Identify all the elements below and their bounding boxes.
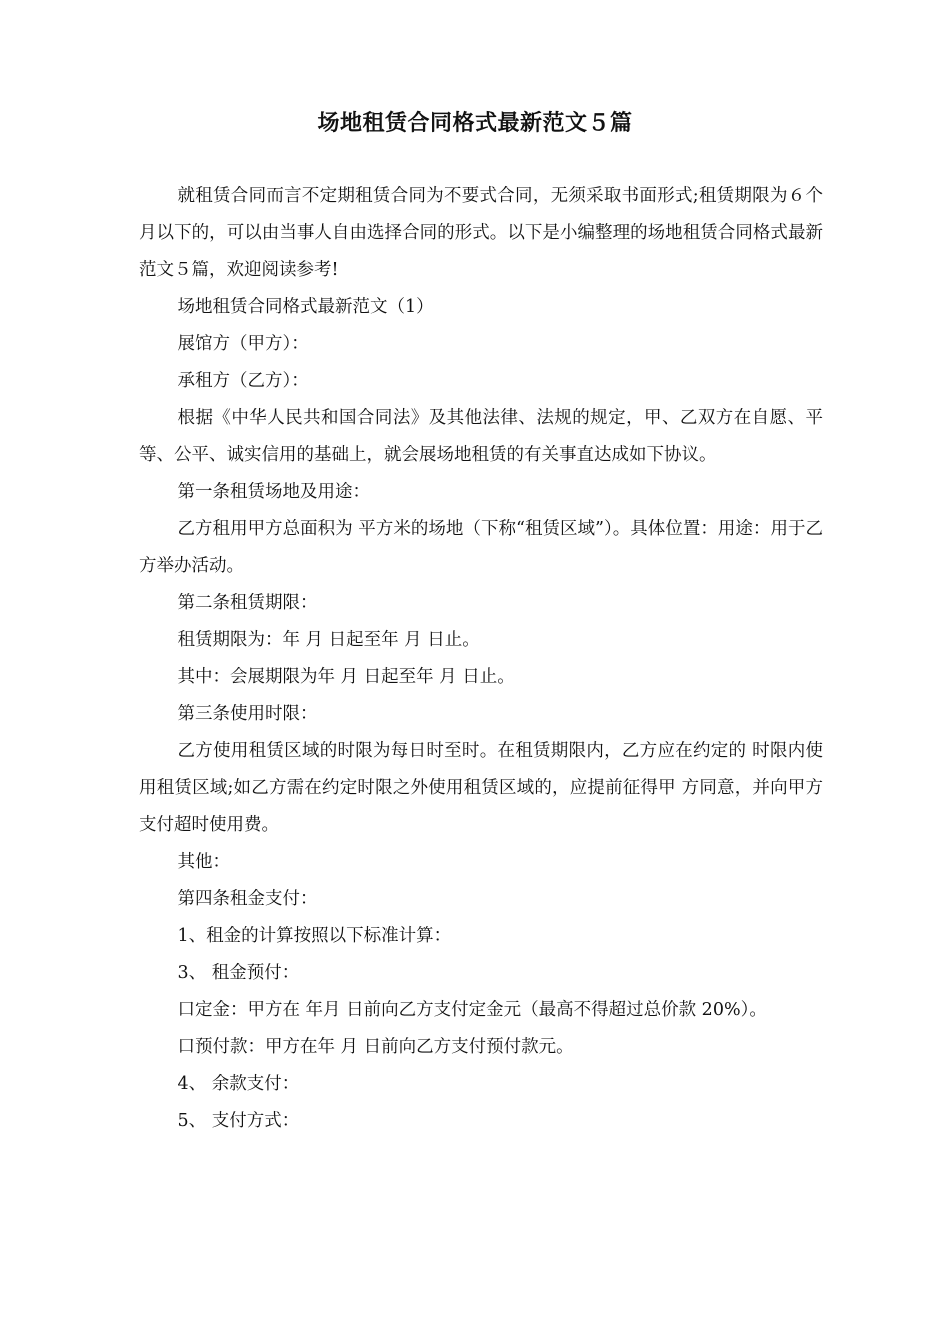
paragraph-rent-calculation: 1、租金的计算按照以下标准计算： bbox=[177, 926, 452, 946]
paragraph-balance-payment: 4、 余款支付： bbox=[177, 1074, 300, 1094]
paragraph-legal-basis: 根据《中华人民共和国合同法》及其他法律、法规的规定，甲、乙双方在自愿、平等、公平、诚实信用的基础上，就会展场地租赁的有关事直达成如下协议。 bbox=[139, 408, 823, 465]
document-body bbox=[139, 178, 823, 1140]
paragraph-payment-method: 5、 支付方式： bbox=[177, 1111, 300, 1131]
paragraph-deposit: 口定金：甲方在 年月 日前向乙方支付定金元（最高不得超过总价款 20%）。 bbox=[177, 1000, 767, 1020]
paragraph-exhibition-term: 其中：会展期限为年 月 日起至年 月 日止。 bbox=[177, 667, 515, 687]
paragraph-advance-payment: 口预付款：甲方在年 月 日前向乙方支付预付款元。 bbox=[177, 1037, 574, 1057]
paragraph-section-heading: 场地租赁合同格式最新范文（1） bbox=[177, 297, 434, 317]
paragraph-lease-term: 租赁期限为：年 月 日起至年 月 日止。 bbox=[177, 630, 480, 650]
paragraph-article-3: 第三条使用时限： bbox=[177, 704, 318, 724]
paragraph-party-b: 承租方（乙方）： bbox=[177, 371, 309, 391]
document-title: 场地租赁合同格式最新范文５篇 bbox=[317, 111, 633, 136]
paragraph-article-1-content: 乙方租用甲方总面积为 平方米的场地（下称“租赁区域”）。具体位置：用途：用于乙方举办活动。 bbox=[139, 519, 823, 576]
paragraph-article-1: 第一条租赁场地及用途： bbox=[177, 482, 370, 502]
paragraph-rent-prepay: 3、 租金预付： bbox=[177, 963, 300, 983]
paragraph-party-a: 展馆方（甲方）： bbox=[177, 334, 309, 354]
paragraph-article-3-content: 乙方使用租赁区域的时限为每日时至时。在租赁期限内，乙方应在约定的 时限内使用租赁区域;如乙方需在约定时限之外使用租赁区域的，应提前征得甲 方同意，并向甲方支付超时使用费。 bbox=[139, 741, 823, 835]
paragraph-intro: 就租赁合同而言不定期租赁合同为不要式合同，无须采取书面形式;租赁期限为６个月以下的，可以由当事人自由选择合同的形式。以下是小编整理的场地租赁合同格式最新范文５篇，欢迎阅读参考! bbox=[139, 186, 823, 280]
paragraph-article-4: 第四条租金支付： bbox=[177, 889, 318, 909]
paragraph-other: 其他： bbox=[177, 852, 230, 872]
paragraph-article-2: 第二条租赁期限： bbox=[177, 593, 318, 613]
